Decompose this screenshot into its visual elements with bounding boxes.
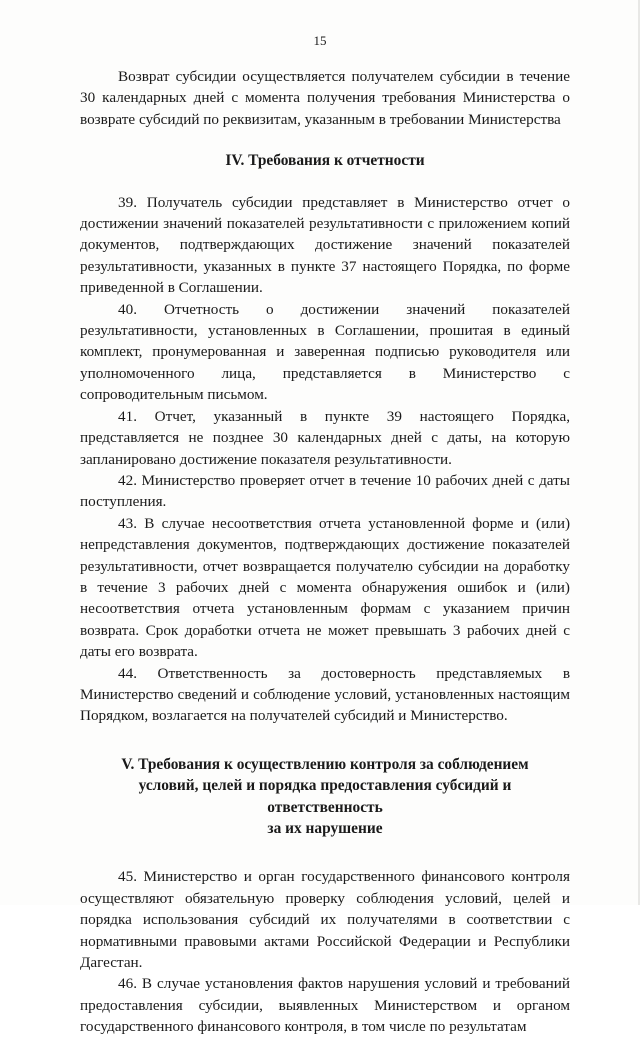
section-iv-heading: IV. Требования к отчетности (225, 152, 425, 170)
paragraph-41: 41. Отчет, указанный в пункте 39 настоящего Порядка, представляется не позднее 30 календарных дней с даты, на которую запланировано достижение показателя результативности. (80, 407, 570, 468)
section-v-heading-line-1: V. Требования к осуществлению контроля за соблюдением (121, 755, 529, 773)
paragraph-44: 44. Ответственность за достоверность представляемых в Министерство сведений и соблюдение условий, установленных настоящим Порядком, возлагается на получателей субсидий и Министерство. (80, 664, 570, 725)
paragraph-43: 43. В случае несоответствия отчета установленной форме и (или) непредставления документов, подтверждающих достижение показателей результативности, отчет возвращается получателю субсидии на доработку в течение 3 рабочих дней с момента обнаружения ошибок и (или) несоответствия отчета установленным формам с указанием причин возврата. Срок доработки отчета не может превышать 3 рабочих дней с даты его возврата. (80, 514, 570, 661)
paragraph-40: 40. Отчетность о достижении значений показателей результативности, установленных в Соглашении, прошитая в единый комплект, пронумерованная и заверенная подписью руководителя или уполномоченного лица, представляется в Министерство с сопроводительным письмом. (80, 300, 570, 404)
page-number: 15 (313, 33, 327, 48)
intro-paragraph: Возврат субсидии осуществляется получателем субсидии в течение 30 календарных дней с момента получения требования Министерства о возврате субсидий по реквизитам, указанным в требовании Министерства (80, 68, 570, 128)
paragraph-42: 42. Министерство проверяет отчет в течение 10 рабочих дней с даты поступления. (80, 471, 570, 511)
paragraph-45: 45. Министерство и орган государственного финансового контроля осуществляют обязательную проверку соблюдения условий, целей и порядка использования субсидий их получателями в соответствии с нормативными правовыми актами Российской Федерации и Республики Дагестан. (80, 868, 570, 972)
section-v-heading-line-2: условий, целей и порядка предоставления субсидий и ответственность (138, 777, 512, 816)
paragraph-39: 39. Получатель субсидии представляет в Министерство отчет о достижении значений показателей результативности с приложением копий документов, подтверждающих достижение значений показателей результативности, указанных в пункте 37 настоящего Порядка, по форме приведенной в Соглашении. (80, 193, 570, 297)
section-v-heading (80, 754, 570, 840)
document-body (80, 66, 570, 1038)
paragraph-46: 46. В случае установления фактов нарушения условий и требований предоставления субсидии, выявленных Министерством и органом государственного финансового контроля, в том числе по результатам (80, 975, 570, 1036)
section-v-heading-line-3: за их нарушение (267, 820, 383, 837)
